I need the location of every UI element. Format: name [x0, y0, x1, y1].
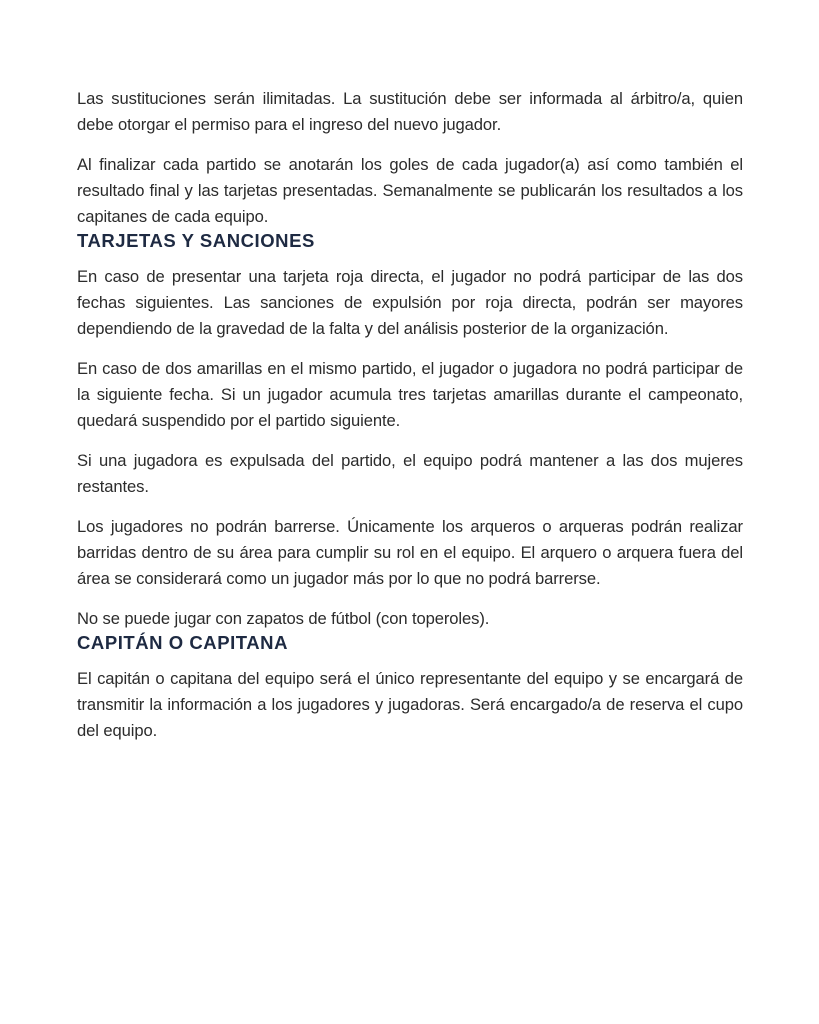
paragraph: Si una jugadora es expulsada del partido, el equipo podrá mantener a las dos mujeres restantes. [77, 451, 743, 496]
section-heading: CAPITÁN O CAPITANA [77, 632, 288, 653]
paragraph: Las sustituciones serán ilimitadas. La sustitución debe ser informada al árbitro/a, quien debe otorgar el permiso para el ingreso del nuevo jugador. [77, 89, 743, 134]
document-content [77, 86, 743, 744]
section-capitan-o-capitana [77, 632, 743, 744]
paragraph: En caso de dos amarillas en el mismo partido, el jugador o jugadora no podrá participar de la siguiente fecha. Si un jugador acumula tres tarjetas amarillas durante el campeonato, quedará suspendido por el partido siguiente. [77, 359, 743, 430]
intro-section [77, 86, 743, 230]
paragraph: Al finalizar cada partido se anotarán los goles de cada jugador(a) así como también el resultado final y las tarjetas presentadas. Semanalmente se publicarán los resultados a los capitanes de cada equipo. [77, 155, 743, 226]
paragraph: El capitán o capitana del equipo será el único representante del equipo y se encargará de transmitir la información a los jugadores y jugadoras. Será encargado/a de reserva el cupo del equipo. [77, 669, 743, 740]
paragraph: Los jugadores no podrán barrerse. Únicamente los arqueros o arqueras podrán realizar barridas dentro de su área para cumplir su rol en el equipo. El arquero o arquera fuera del área se considerará como un jugador más por lo que no podrá barrerse. [77, 517, 743, 588]
section-tarjetas-y-sanciones [77, 230, 743, 632]
section-heading: TARJETAS Y SANCIONES [77, 230, 315, 251]
paragraph: No se puede jugar con zapatos de fútbol (con toperoles). [77, 609, 490, 628]
paragraph: En caso de presentar una tarjeta roja directa, el jugador no podrá participar de las dos fechas siguientes. Las sanciones de expulsión por roja directa, podrán ser mayores dependiendo de la gravedad de la falta y del análisis posterior de la organización. [77, 267, 743, 338]
